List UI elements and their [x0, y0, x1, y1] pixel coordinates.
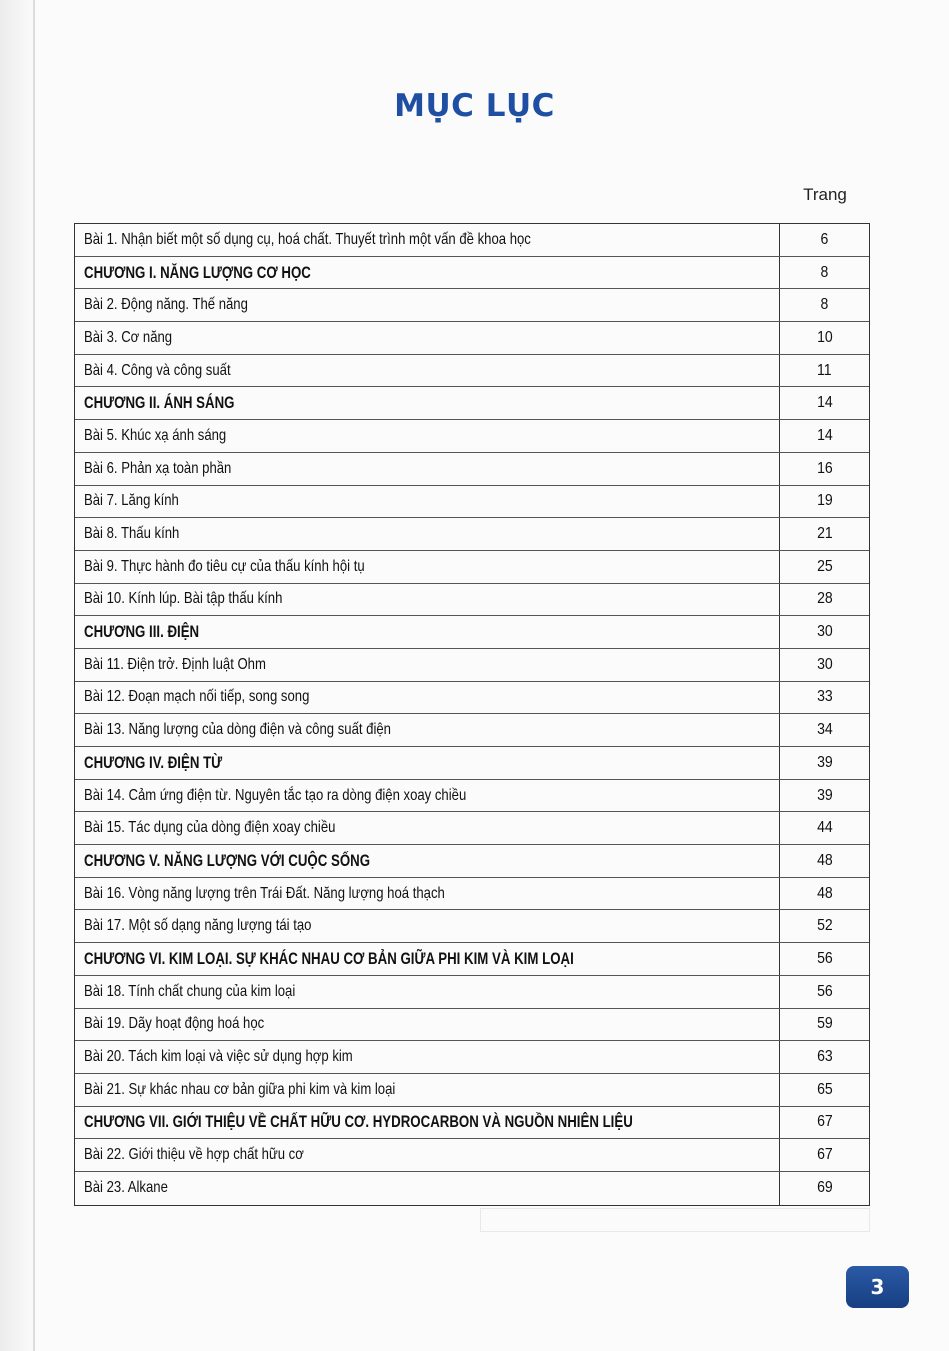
toc-entry-page [780, 551, 869, 583]
toc-lesson-row [75, 420, 869, 453]
toc-entry-page [780, 812, 869, 844]
toc-entry-title-text: Bài 9. Thực hành đo tiêu cự của thấu kính hội tụ [84, 557, 365, 575]
toc-lesson-row [75, 453, 869, 486]
toc-entry-page [780, 289, 869, 321]
table-of-contents [74, 223, 870, 1206]
toc-entry-title [75, 453, 780, 485]
toc-lesson-row [75, 812, 869, 845]
toc-entry-page [780, 453, 869, 485]
toc-entry-page [780, 518, 869, 550]
toc-entry-page [780, 682, 869, 714]
toc-lesson-row [75, 1172, 869, 1205]
toc-entry-title [75, 584, 780, 616]
toc-entry-page [780, 649, 869, 681]
page-gutter [0, 0, 34, 1351]
toc-entry-title [75, 1107, 780, 1139]
toc-entry-title [75, 1172, 780, 1205]
page-number-badge: 3 [846, 1266, 909, 1308]
toc-entry-page [780, 780, 869, 812]
toc-entry-title-text: CHƯƠNG II. ÁNH SÁNG [84, 393, 235, 413]
toc-entry-title-text: Bài 12. Đoạn mạch nối tiếp, song song [84, 688, 310, 706]
toc-entry-title-text: Bài 21. Sự khác nhau cơ bản giữa phi kim và kim loại [84, 1080, 396, 1098]
toc-entry-title [75, 387, 780, 419]
toc-chapter-row [75, 1107, 869, 1140]
toc-entry-title-text: Bài 13. Năng lượng của dòng điện và công suất điện [84, 721, 391, 739]
toc-entry-title-text: Bài 10. Kính lúp. Bài tập thấu kính [84, 590, 283, 608]
toc-lesson-row [75, 1074, 869, 1107]
toc-entry-page-number: 6 [820, 230, 829, 248]
toc-entry-title [75, 976, 780, 1008]
toc-entry-page [780, 747, 869, 779]
toc-entry-page-number: 48 [816, 884, 833, 902]
toc-entry-title [75, 518, 780, 550]
toc-entry-page [780, 714, 869, 746]
toc-chapter-row [75, 845, 869, 878]
toc-lesson-row [75, 584, 869, 617]
toc-entry-title [75, 1041, 780, 1073]
toc-entry-title [75, 420, 780, 452]
toc-entry-title-text: Bài 11. Điện trở. Định luật Ohm [84, 655, 266, 673]
toc-entry-title [75, 224, 780, 256]
toc-entry-title-text: Bài 16. Vòng năng lượng trên Trái Đất. Năng lượng hoá thạch [84, 884, 445, 902]
toc-entry-title-text: Bài 3. Cơ năng [84, 328, 173, 346]
binding-line [33, 0, 35, 1351]
toc-lesson-row [75, 355, 869, 388]
toc-entry-page [780, 584, 869, 616]
toc-entry-title-text: Bài 4. Công và công suất [84, 361, 231, 379]
toc-lesson-row [75, 518, 869, 551]
toc-entry-title [75, 257, 780, 289]
toc-entry-page-number: 44 [816, 819, 833, 837]
toc-entry-page-number: 28 [816, 590, 833, 608]
toc-entry-page-number: 33 [816, 688, 833, 706]
toc-entry-title [75, 845, 780, 877]
toc-entry-page [780, 616, 869, 648]
toc-entry-page [780, 257, 869, 289]
toc-lesson-row [75, 224, 869, 257]
toc-entry-title [75, 616, 780, 648]
toc-entry-page [780, 1107, 869, 1139]
toc-entry-title [75, 1009, 780, 1041]
toc-entry-page [780, 943, 869, 975]
toc-lesson-row [75, 551, 869, 584]
toc-entry-title-text: Bài 15. Tác dụng của dòng điện xoay chiều [84, 819, 336, 837]
toc-lesson-row [75, 780, 869, 813]
toc-entry-page-number: 21 [816, 525, 833, 543]
toc-entry-title [75, 1139, 780, 1171]
toc-chapter-row [75, 747, 869, 780]
toc-lesson-row [75, 714, 869, 747]
toc-entry-title [75, 812, 780, 844]
toc-entry-page-number: 34 [816, 721, 833, 739]
toc-lesson-row [75, 1139, 869, 1172]
toc-entry-page-number: 59 [816, 1015, 833, 1033]
toc-entry-page-number: 11 [817, 361, 832, 379]
toc-entry-title-text: CHƯƠNG III. ĐIỆN [84, 622, 200, 642]
toc-lesson-row [75, 322, 869, 355]
toc-entry-page [780, 1074, 869, 1106]
toc-lesson-row [75, 682, 869, 715]
toc-lesson-row [75, 1041, 869, 1074]
toc-entry-page-number: 16 [816, 459, 833, 477]
toc-entry-page [780, 1041, 869, 1073]
toc-entry-page [780, 322, 869, 354]
toc-entry-page-number: 25 [816, 557, 833, 575]
toc-chapter-row [75, 257, 869, 290]
toc-lesson-row [75, 649, 869, 682]
toc-entry-title [75, 289, 780, 321]
toc-entry-page-number: 14 [816, 426, 833, 444]
toc-entry-title-text: Bài 20. Tách kim loại và việc sử dụng hợp kim [84, 1048, 353, 1066]
toc-entry-page-number: 8 [820, 296, 829, 314]
toc-entry-page [780, 1139, 869, 1171]
toc-entry-page [780, 910, 869, 942]
toc-entry-title-text: CHƯƠNG I. NĂNG LƯỢNG CƠ HỌC [84, 262, 311, 282]
toc-entry-page-number: 65 [816, 1080, 833, 1098]
toc-lesson-row [75, 486, 869, 519]
toc-entry-title-text: Bài 1. Nhận biết một số dụng cụ, hoá chất. Thuyết trình một vấn đề khoa học [84, 230, 531, 248]
toc-entry-title [75, 486, 780, 518]
toc-entry-page-number: 56 [816, 982, 833, 1000]
toc-entry-page [780, 845, 869, 877]
toc-entry-title-text: Bài 14. Cảm ứng điện từ. Nguyên tắc tạo ra dòng điện xoay chiều [84, 786, 467, 804]
toc-entry-page [780, 878, 869, 910]
toc-entry-title-text: CHƯƠNG VI. KIM LOẠI. SỰ KHÁC NHAU CƠ BẢN GIỮA PHI KIM VÀ KIM LOẠI [84, 948, 574, 968]
toc-entry-page-number: 52 [816, 917, 833, 935]
toc-entry-title-text: Bài 8. Thấu kính [84, 525, 180, 543]
toc-entry-title-text: Bài 5. Khúc xạ ánh sáng [84, 426, 227, 444]
toc-entry-page-number: 8 [820, 263, 829, 281]
toc-entry-title [75, 714, 780, 746]
toc-entry-page-number: 48 [816, 851, 833, 869]
toc-entry-title-text: Bài 6. Phản xạ toàn phần [84, 459, 232, 477]
toc-entry-title-text: Bài 17. Một số dạng năng lượng tái tạo [84, 917, 312, 935]
toc-entry-title [75, 780, 780, 812]
page-title: MỤC LỤC [394, 88, 555, 124]
toc-entry-page-number: 39 [816, 786, 833, 804]
toc-lesson-row [75, 1009, 869, 1042]
toc-entry-title-text: Bài 19. Dãy hoạt động hoá học [84, 1015, 265, 1033]
toc-entry-page-number: 56 [816, 949, 833, 967]
toc-entry-page-number: 63 [816, 1048, 833, 1066]
toc-lesson-row [75, 910, 869, 943]
toc-entry-page-number: 10 [816, 328, 833, 346]
toc-entry-title [75, 649, 780, 681]
toc-entry-page-number: 69 [816, 1179, 833, 1197]
toc-entry-page-number: 67 [816, 1146, 833, 1164]
toc-entry-title [75, 943, 780, 975]
toc-chapter-row [75, 616, 869, 649]
toc-entry-title-text: CHƯƠNG V. NĂNG LƯỢNG VỚI CUỘC SỐNG [84, 850, 371, 870]
toc-entry-title [75, 910, 780, 942]
toc-entry-page-number: 14 [816, 394, 833, 412]
toc-chapter-row [75, 387, 869, 420]
bleed-through-artifact [480, 1208, 870, 1232]
toc-entry-title-text: CHƯƠNG VII. GIỚI THIỆU VỀ CHẤT HỮU CƠ. HYDROCARBON VÀ NGUỒN NHIÊN LIỆU [84, 1112, 633, 1132]
toc-entry-page [780, 355, 869, 387]
toc-entry-title-text: Bài 22. Giới thiệu về hợp chất hữu cơ [84, 1146, 304, 1164]
toc-entry-page [780, 1009, 869, 1041]
toc-entry-page [780, 976, 869, 1008]
toc-entry-page [780, 224, 869, 256]
toc-entry-title [75, 1074, 780, 1106]
toc-entry-page-number: 19 [816, 492, 833, 510]
toc-entry-page-number: 30 [816, 623, 833, 641]
toc-entry-title [75, 322, 780, 354]
page-column-header: Trang [803, 185, 847, 204]
toc-entry-title-text: Bài 2. Động năng. Thế năng [84, 296, 248, 314]
toc-entry-title-text: Bài 23. Alkane [84, 1179, 168, 1197]
toc-entry-title-text: CHƯƠNG IV. ĐIỆN TỪ [84, 752, 223, 772]
toc-chapter-row [75, 943, 869, 976]
toc-entry-title [75, 878, 780, 910]
toc-entry-title [75, 551, 780, 583]
toc-lesson-row [75, 289, 869, 322]
toc-lesson-row [75, 976, 869, 1009]
toc-lesson-row [75, 878, 869, 911]
toc-entry-title [75, 682, 780, 714]
toc-entry-title-text: Bài 7. Lăng kính [84, 492, 179, 510]
toc-entry-page-number: 67 [816, 1113, 833, 1131]
toc-entry-page-number: 39 [816, 753, 833, 771]
toc-entry-page-number: 30 [816, 655, 833, 673]
toc-entry-page [780, 420, 869, 452]
toc-entry-title [75, 355, 780, 387]
toc-entry-page [780, 1172, 869, 1205]
toc-entry-title [75, 747, 780, 779]
toc-entry-page [780, 486, 869, 518]
toc-entry-page [780, 387, 869, 419]
toc-entry-title-text: Bài 18. Tính chất chung của kim loại [84, 982, 296, 1000]
